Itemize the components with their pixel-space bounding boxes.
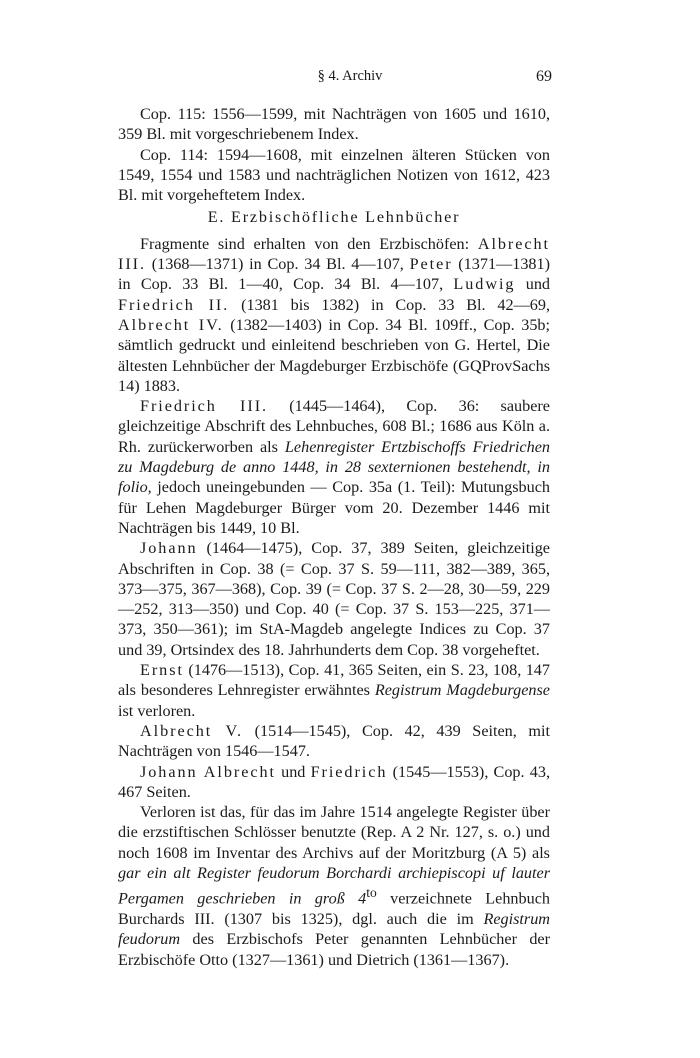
name-peter: Peter (409, 255, 453, 274)
paragraph-fragmente (118, 234, 550, 396)
name-albrecht-v: Albrecht V. (140, 721, 243, 740)
text-run: ist verloren. (118, 701, 196, 720)
text-run: (1545—1553), Cop. 43, 467 Seiten. (118, 762, 550, 801)
name-johann: Johann (140, 539, 198, 558)
name-ernst: Ernst (140, 661, 184, 680)
paragraph-johann-albrecht (118, 762, 550, 803)
text-run: (1514—1545), Cop. 42, 439 Seiten, mit Nachträgen von 1546—1547. (118, 721, 551, 761)
section-heading: E. Erzbischöfliche Lehnbücher (207, 208, 461, 227)
text-run: (1464—1475), Cop. 37, 389 Seiten, gleichzeitige Abschriften in Cop. 38 (= Cop. 37 S. 59—111, 382—389, 365, 373—375, 367—368), Cop. 39 (= Cop. 37 S. 2—28, 30—59, 229—252, 313—350) und Cop. 40 (= Cop. 37 S. 153—225, 371—373, 350—361); im StA-Magdeb angelegte Indices zu Cop. 37 und 39, Ortsindex des 18. Jahrhunderts dem Cop. 38 vorgeheftet. (118, 539, 550, 659)
paragraph-friedrich-iii (118, 396, 550, 538)
name-friedrich-ii: Friedrich II. (118, 295, 230, 314)
running-head-title: § 4. Archiv (317, 68, 383, 84)
text-run: verzeichnete Lehnbuch Burchards III. (1307 bis 1325), dgl. auch die im (118, 889, 550, 928)
text-run: Fragmente sind erhalten von den Erzbischöfen: (140, 234, 478, 253)
paragraph-albrecht-v (118, 721, 550, 762)
text-run: (1382—1403) in Cop. 34 Bl. 109ff., Cop. 35b; sämtlich gedruckt und einleitend beschrieben von G. Hertel, Die ältesten Lehnbücher der Magdeburger Erzbischöfe (GQProvSachs 14) 1883. (118, 315, 550, 395)
name-albrecht-iv: Albrecht IV. (118, 315, 224, 334)
paragraph-cop-115: Cop. 115: 1556—1599, mit Nachträgen von 1605 und 1610, 359 Bl. mit vorgeschriebenem Index. (118, 105, 550, 144)
superscript: to (366, 885, 377, 901)
text-run: jedoch uneingebunden — Cop. 35a (1. Teil): Mutungsbuch für Lehen Magdeburger Bürger vom 20. Dezember 1446 mit Nachträgen bis 1449, 10 Bl. (118, 478, 550, 537)
text-run: des Erzbischofs Peter genannten Lehnbücher der Erzbischöfe Otto (1327—1361) und Dietrich (1361—1367). (118, 930, 550, 969)
paragraph-johann (118, 538, 550, 660)
name-friedrich-iii: Friedrich III. (140, 397, 269, 416)
body-text (118, 104, 550, 970)
text-run: (1368—1371) in Cop. 34 Bl. 4—107, (146, 255, 410, 274)
text-run: (1381 bis 1382) in Cop. 33 Bl. 42—69, (229, 295, 551, 314)
text-run: (1371—1381) in Cop. 33 Bl. 1—40, Cop. 34 Bl. 4—107, (118, 255, 551, 294)
page-number: 69 (536, 68, 552, 85)
text-run: Verloren ist das, für das im Jahre 1514 angelegte Register über die erzstiftischen Schlösser benutzte (Rep. A 2 Nr. 127, s. o.) und noch 1608 im Inventar des Archivs auf der Moritzburg (A 5) als (118, 803, 550, 862)
paragraph-cop-114: Cop. 114: 1594—1608, mit einzelnen älteren Stücken von 1549, 1554 und 1583 und nachträglichen Notizen von 1612, 423 Bl. mit vorgeheftetem Index. (118, 145, 550, 205)
text-run: und (275, 762, 311, 781)
paragraph-ernst (118, 660, 550, 721)
italic-quote: Registrum Magdeburgense (374, 681, 550, 700)
text-run: (1445—1464), Cop. 36: saubere gleichzeitige Abschrift des Lehnbuches, 608 Bl.; 1686 aus Köln a. Rh. zurückerworben als (118, 397, 550, 456)
running-head (0, 68, 700, 92)
text-run: (1476—1513), Cop. 41, 365 Seiten, ein S. 23, 108, 147 als besonderes Lehnregister erwähntes (118, 661, 550, 700)
italic-quote: Lehenregister Ertzbischoffs Friedrichen zu Magdeburg de anno 1448, in 28 sexternionen bestehendt, in folio, (118, 437, 550, 497)
paragraph-verloren (118, 802, 550, 970)
italic-quote: Registrum feudorum (118, 909, 550, 949)
text-run: und (515, 275, 551, 294)
name-johann-albrecht: Johann Albrecht (140, 762, 276, 781)
italic-quote: gar ein alt Register feudorum Borchardi archiepiscopi uf lauter Pergamen geschrieben in groß 4 (118, 863, 550, 908)
name-friedrich: Friedrich (310, 762, 388, 781)
name-ludwig: Ludwig (453, 275, 516, 294)
name-albrecht-iii: Albrecht III. (118, 234, 550, 274)
